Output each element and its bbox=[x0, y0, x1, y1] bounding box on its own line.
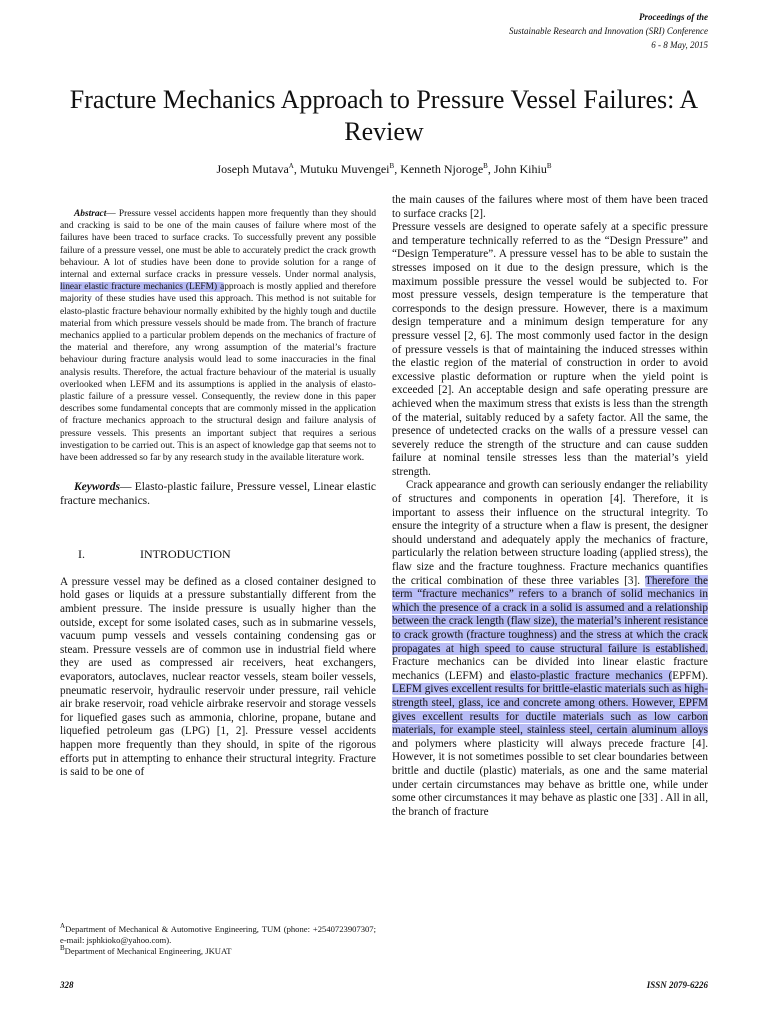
author-affiliation-mark: B bbox=[546, 162, 552, 170]
abstract-dash: — bbox=[106, 209, 119, 219]
abstract-label: Abstract bbox=[74, 209, 107, 219]
author-affiliation-mark: B bbox=[389, 162, 395, 170]
page-number: 328 bbox=[60, 980, 74, 990]
author-name: John Kihiu bbox=[493, 162, 547, 176]
body-paragraph: the main causes of the failures where most of them have been traced to surface cracks [2]. bbox=[392, 194, 708, 220]
keywords-dash: — bbox=[120, 481, 135, 494]
footnote-text: Department of Mechanical & Automotive Engineering, TUM (phone: +2540723907307; e-mail: jsphkioko@yahoo.com). bbox=[60, 924, 376, 945]
intro-paragraph: A pressure vessel may be defined as a closed container designed to hold gases or liquids at a pressure substantially different from the ambient pressure. The inside pressure is usually higher than the outside, except for some isolated cases, such as in submarine vessels, vacuum pump vessels and vessels containing condensing gas or steam. Pressure vessels are of common use in industrial field where they are used as compressed air receivers, heat exchangers, evaporators, autoclaves, nuclear reactor vessels, steam boiler vessels, pneumatic reservoir, hydraulic reservoir under pressure, rail vehicle air brake reservoir, road vehicle airbrake reservoir and storage vessels for liquefied gases such as ammonia, chlorine, propane, butane and liquefied petroleum gas (LPG) [1, 2]. Pressure vessel accidents happen more frequently than they should, in spite of the rigorous efforts put in attempting to enhance their structural integrity. Fracture is said to be one of bbox=[60, 575, 376, 779]
footnotes bbox=[60, 924, 376, 957]
paper-title: Fracture Mechanics Approach to Pressure Vessel Failures: A Review bbox=[69, 85, 699, 146]
author-name: Mutuku Muvengei bbox=[299, 162, 390, 176]
header-line-3: 6 - 8 May, 2015 bbox=[651, 40, 708, 50]
footnote-mark: B bbox=[60, 944, 65, 953]
section-number: I. bbox=[78, 547, 85, 562]
keywords-text: Elasto-plastic failure, Pressure vessel, Linear elastic fracture mechanics. bbox=[60, 481, 376, 508]
section-heading bbox=[60, 548, 376, 562]
keywords-label: Keywords bbox=[74, 481, 120, 494]
header-line-2: Sustainable Research and Innovation (SRI) Conference bbox=[508, 26, 708, 36]
author-affiliation-mark: B bbox=[483, 162, 488, 170]
keywords-paragraph bbox=[60, 480, 376, 508]
body-text: Fracture mechanics can be divided into linear elastic fracture mechanics (LEFM) and bbox=[392, 656, 708, 682]
abstract-paragraph bbox=[60, 208, 376, 464]
body-paragraph bbox=[392, 479, 708, 819]
highlighted-text[interactable]: Therefore the term “fracture mechanics” refers to a branch of solid mechanics in which the presence of a crack in a solid is assumed and a relationship between the crack length (flaw size), the material’s inherent resistance to crack growth (fracture toughness) and the stress at which the crack propagates at high speed to cause structural failure is established. bbox=[392, 574, 708, 655]
highlighted-text[interactable]: linear elastic fracture mechanics (LEFM) a bbox=[60, 282, 225, 293]
highlighted-text[interactable]: LEFM gives excellent results for brittle-elastic materials such as high-strength steel, glass, ice and concrete among others. However, EPFM gives excellent results for ductile materials such as low carbon materials, for example steel, stainless steel, certain aluminum alloys bbox=[392, 683, 708, 737]
highlighted-text[interactable]: elasto-plastic fracture mechanics ( bbox=[510, 669, 673, 682]
body-text: and polymers where plasticity will always precede fracture [4]. However, it is not sometimes possible to set clear boundaries between brittle and ductile (plastic) materials, as one and the same material under certain circumstances may behave as brittle one, while under some other circumstances it may behave as plastic one [33] . All in all, the branch of fracture bbox=[392, 737, 708, 818]
author-affiliation-mark: A bbox=[288, 162, 294, 170]
section-title: INTRODUCTION bbox=[140, 547, 231, 562]
body-text: Crack appearance and growth can seriously endanger the reliability of structures and components in operation [4]. Therefore, it is important to assess their influence on the structural integrity. To ensure the integrity of a structure when a flaw is present, the designer should understand and adequately apply the mechanics of fracture, particularly the relation between structure loading (applied stress), the flaw size and the fracture toughness. Fracture mechanics quantifies the critical combination of these three variables [3]. bbox=[392, 479, 708, 587]
footnote bbox=[60, 946, 376, 957]
right-column bbox=[392, 194, 708, 819]
body-text: EPFM). bbox=[672, 669, 708, 682]
footnote-mark: A bbox=[60, 922, 66, 931]
abstract-text: Pressure vessel accidents happen more frequently than they should and cracking is said to be one of the main causes of failure where most of the failures have been traced to surface cracks. To successfully prevent any possible failure of a pressure vessel, one must be able to accurately predict the crack growth behaviour. A lot of studies have been done to provide solution for a range of internal and external surface cracks in pressure vessels. Under normal analysis, bbox=[60, 209, 377, 281]
author-name: Kenneth Njoroge bbox=[400, 162, 484, 176]
footnote-text: Department of Mechanical Engineering, JKUAT bbox=[64, 946, 232, 956]
author-list: Joseph Mutava$^A$, Mutuku Muvengei$^B$, Kenneth Njoroge$^B$, John Kihiu$^B$ bbox=[216, 162, 552, 176]
footnote bbox=[60, 924, 376, 946]
proceedings-header bbox=[509, 10, 708, 52]
author-name: Joseph Mutava bbox=[216, 162, 289, 176]
header-line-1: Proceedings of the bbox=[639, 12, 708, 22]
left-column bbox=[60, 208, 376, 780]
body-paragraph: Pressure vessels are designed to operate safely at a specific pressure and temperature technically referred to as the “Design Pressure” and “Design Temperature”. A pressure vessel has to be able to sustain the stresses imposed on it due to the design pressure, which is the maximum possible pressure the vessel would be subjected to. For most pressure vessels, design temperature is the temperature that corresponds to the design pressure. However, there is a maximum design temperature and a minimum design temperature for any pressure vessel [2, 6]. The most commonly used factor in the design of pressure vessels is that of maintaining the induced stresses within the elastic region of the material of construction in order to avoid excessive plastic deformation or rupture when the yield point is exceeded [2]. An acceptable design and safe operating pressure are achieved when the maximum stress that exists is less than the strength of the material, suitably reduced by a safety factor. All the same, the presence of undetected cracks on the walls of a pressure vessel can severely reduce the strength of the structure and can cause sudden failure at nominal tensile stresses less than the material’s yield strength. bbox=[392, 221, 708, 478]
issn-label: ISSN 2079-6226 bbox=[646, 980, 708, 990]
abstract-text: pproach is mostly applied and therefore majority of these studies have used this approach. This method is not suitable for elasto-plastic fracture behaviour normally exhibited by the highly tough and ductile material from which pressure vessels should be made from. The branch of fracture mechanics applied to a particular problem depends on the mechanics of fracture of the material and therefore, any wrong assumption of the material’s fracture behaviour during fracture analysis would lead to some inaccuracies in the final analysis results. Therefore, the actual fracture behaviour of the material is usually overlooked when LEFM and its assumptions is applied in the analysis of elasto-plastic failure of a pressure vessel. Consequently, the review done in this paper describes some fundamental concepts that are commonly missed in the application of fracture mechanics approach to the structural design and failure analysis of pressure vessels. This presents an important subject that requires a serious investigation to be carried out. This is an aspect of knowledge gap that seems not to have been addressed so far by any research study in the available literature work. bbox=[60, 282, 376, 464]
